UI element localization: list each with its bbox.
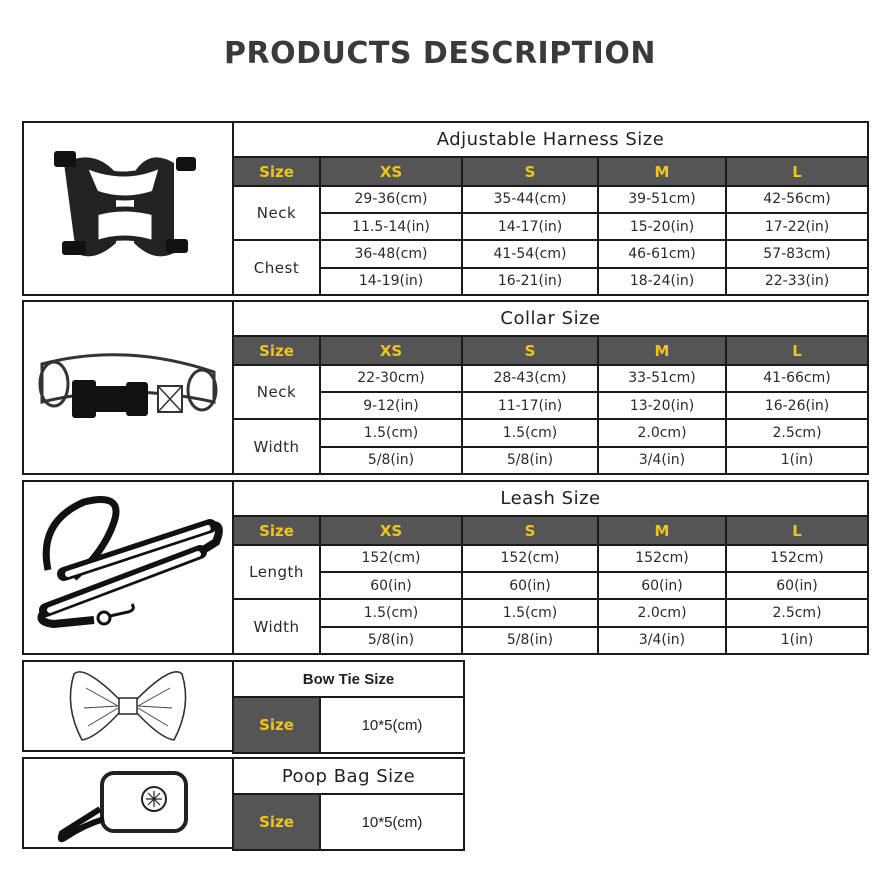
table-cell: 42-56cm) xyxy=(726,186,868,213)
table-cell: 41-54(cm) xyxy=(462,240,598,267)
harness-size-table xyxy=(232,121,869,296)
leash-image-box xyxy=(22,480,234,655)
table-cell: 152(cm) xyxy=(462,545,598,572)
table-cell: 14-17(in) xyxy=(462,213,598,240)
table-cell: 16-21(in) xyxy=(462,268,598,295)
table-cell: 29-36(cm) xyxy=(320,186,462,213)
table-cell: 1.5(cm) xyxy=(462,599,598,626)
harness-caption: Adjustable Harness Size xyxy=(233,122,868,157)
table-cell: 15-20(in) xyxy=(598,213,726,240)
table-cell: 3/4(in) xyxy=(598,627,726,654)
size-header: Size xyxy=(233,516,320,544)
collar-caption: Collar Size xyxy=(233,301,868,336)
table-cell: 9-12(in) xyxy=(320,392,462,419)
size-s-header: S xyxy=(462,336,598,364)
leash-caption: Leash Size xyxy=(233,481,868,516)
size-header: Size xyxy=(233,157,320,185)
size-m-header: M xyxy=(598,336,726,364)
table-cell: 22-33(in) xyxy=(726,268,868,295)
size-l-header: L xyxy=(726,157,868,185)
table-cell: 36-48(cm) xyxy=(320,240,462,267)
table-cell: 152cm) xyxy=(598,545,726,572)
table-cell: 152(cm) xyxy=(320,545,462,572)
bow-tie-image xyxy=(24,662,232,750)
table-cell: 41-66cm) xyxy=(726,365,868,392)
table-cell: 60(in) xyxy=(320,572,462,599)
size-xs-header: XS xyxy=(320,157,462,185)
width-label: Width xyxy=(233,419,320,474)
table-cell: 1.5(cm) xyxy=(320,419,462,446)
size-s-header: S xyxy=(462,516,598,544)
table-cell: 5/8(in) xyxy=(462,627,598,654)
chest-label: Chest xyxy=(233,240,320,295)
poop-bag-image-box xyxy=(22,757,234,849)
bow-tie-size-table xyxy=(232,660,465,754)
table-cell: 152cm) xyxy=(726,545,868,572)
table-cell: 11-17(in) xyxy=(462,392,598,419)
neck-label: Neck xyxy=(233,365,320,420)
table-cell: 2.0cm) xyxy=(598,599,726,626)
size-s-header: S xyxy=(462,157,598,185)
table-cell: 57-83cm) xyxy=(726,240,868,267)
size-l-header: L xyxy=(726,516,868,544)
table-cell: 16-26(in) xyxy=(726,392,868,419)
harness-image-box xyxy=(22,121,234,296)
collar-image-box xyxy=(22,300,234,475)
table-cell: 46-61cm) xyxy=(598,240,726,267)
bow-tie-size-value: 10*5(cm) xyxy=(320,697,464,753)
neck-label: Neck xyxy=(233,186,320,241)
size-header: Size xyxy=(233,794,320,850)
table-cell: 60(in) xyxy=(462,572,598,599)
size-l-header: L xyxy=(726,336,868,364)
table-cell: 1.5(cm) xyxy=(320,599,462,626)
length-label: Length xyxy=(233,545,320,600)
table-cell: 2.5cm) xyxy=(726,599,868,626)
size-m-header: M xyxy=(598,516,726,544)
table-cell: 60(in) xyxy=(598,572,726,599)
leash-image xyxy=(24,482,232,653)
table-cell: 2.0cm) xyxy=(598,419,726,446)
table-cell: 28-43(cm) xyxy=(462,365,598,392)
table-cell: 18-24(in) xyxy=(598,268,726,295)
table-cell: 17-22(in) xyxy=(726,213,868,240)
bow-tie-caption: Bow Tie Size xyxy=(233,661,464,697)
poop-bag-size-value: 10*5(cm) xyxy=(320,794,464,850)
size-m-header: M xyxy=(598,157,726,185)
table-cell: 5/8(in) xyxy=(462,447,598,474)
table-cell: 5/8(in) xyxy=(320,627,462,654)
page-title: PRODUCTS DESCRIPTION xyxy=(224,36,656,71)
table-cell: 13-20(in) xyxy=(598,392,726,419)
table-cell: 5/8(in) xyxy=(320,447,462,474)
table-cell: 1.5(cm) xyxy=(462,419,598,446)
table-cell: 35-44(cm) xyxy=(462,186,598,213)
width-label: Width xyxy=(233,599,320,654)
size-header: Size xyxy=(233,697,320,753)
size-xs-header: XS xyxy=(320,336,462,364)
harness-image xyxy=(24,123,232,294)
table-cell: 60(in) xyxy=(726,572,868,599)
collar-size-table xyxy=(232,300,869,475)
table-cell: 3/4(in) xyxy=(598,447,726,474)
table-cell: 1(in) xyxy=(726,447,868,474)
bow-tie-image-box xyxy=(22,660,234,752)
table-cell: 22-30cm) xyxy=(320,365,462,392)
poop-bag-image xyxy=(24,759,232,847)
poop-bag-size-table xyxy=(232,757,465,851)
table-cell: 1(in) xyxy=(726,627,868,654)
table-cell: 33-51cm) xyxy=(598,365,726,392)
collar-image xyxy=(24,302,232,473)
table-cell: 11.5-14(in) xyxy=(320,213,462,240)
table-cell: 39-51cm) xyxy=(598,186,726,213)
size-xs-header: XS xyxy=(320,516,462,544)
poop-bag-caption: Poop Bag Size xyxy=(233,758,464,794)
leash-size-table xyxy=(232,480,869,655)
size-header: Size xyxy=(233,336,320,364)
table-cell: 14-19(in) xyxy=(320,268,462,295)
table-cell: 2.5cm) xyxy=(726,419,868,446)
